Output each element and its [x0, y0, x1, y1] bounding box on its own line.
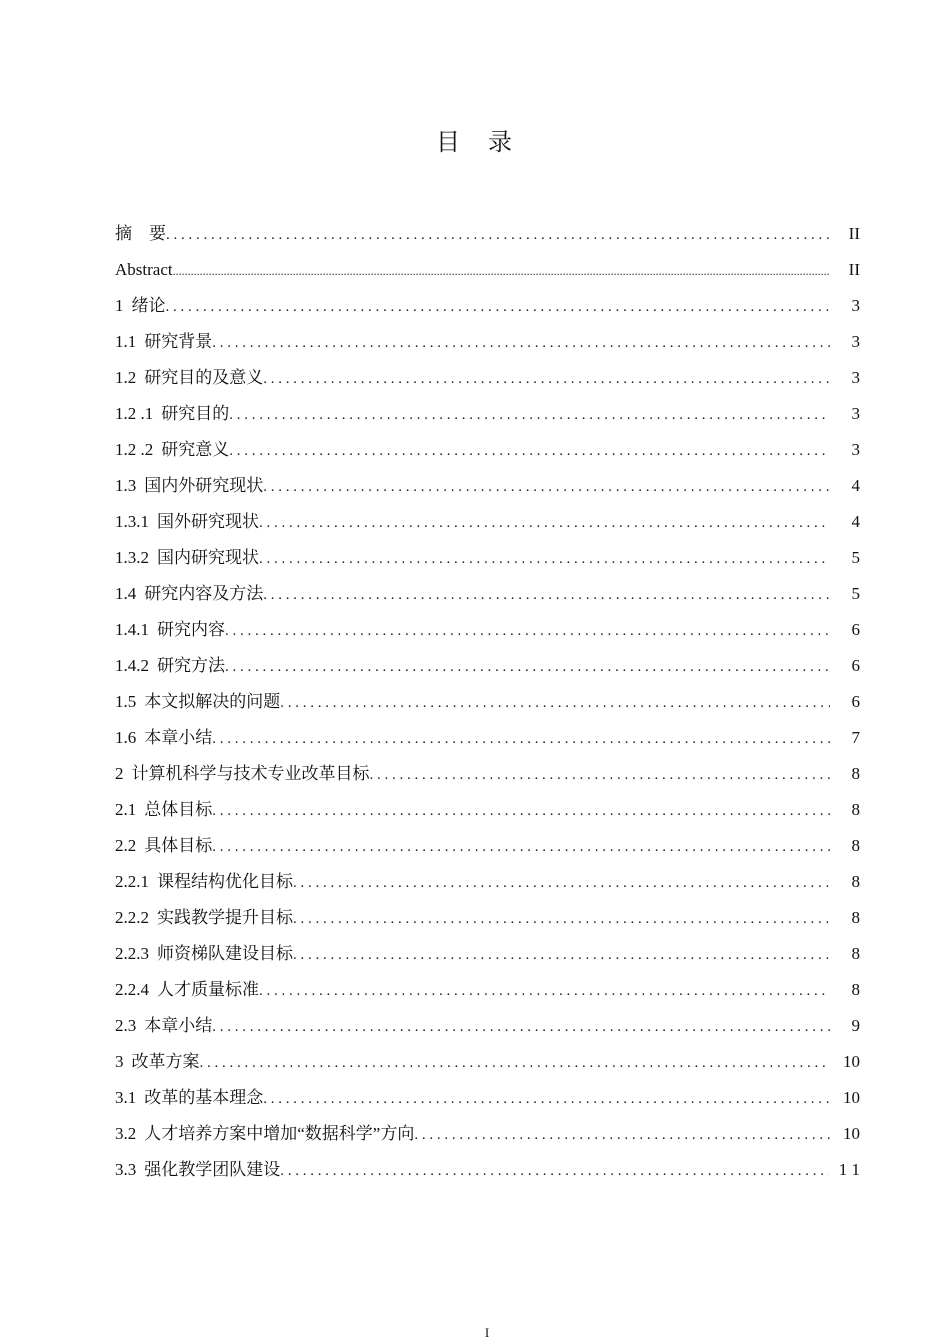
toc-entry-title: 摘 要: [115, 224, 166, 243]
toc-leader-dots: [225, 613, 830, 649]
toc-leader-dots: [259, 973, 830, 1009]
toc-entry-title: 强化教学团队建设: [144, 1160, 281, 1179]
toc-entry-page: 6: [851, 620, 860, 639]
toc-entry-number: 1.3.1: [115, 512, 149, 531]
toc-entry[interactable]: [115, 720, 860, 756]
toc-entry-page: 7: [851, 728, 860, 747]
toc-entry-number: 1: [115, 296, 124, 315]
toc-entry-title: 国内研究现状: [157, 548, 259, 567]
toc-entry-number: 3.2: [115, 1124, 137, 1143]
toc-entry-label: [115, 1008, 212, 1044]
toc-entry-page: II: [848, 224, 860, 243]
toc-entry-page: 8: [851, 764, 860, 783]
toc-entry-page: 8: [851, 836, 860, 855]
toc-entry-title: 本文拟解决的问题: [144, 692, 281, 711]
toc-entry-title: 国内外研究现状: [144, 476, 264, 495]
toc-entry-page: 3: [851, 440, 860, 459]
toc-entry-title: 研究意义: [161, 440, 230, 459]
toc-entry-page: 4: [851, 476, 860, 495]
toc-leader-dots: [293, 865, 830, 901]
toc-entry-label: [115, 936, 293, 972]
toc-entry[interactable]: [115, 756, 860, 792]
toc-entry[interactable]: [115, 1080, 860, 1116]
toc-entry-label: [115, 288, 166, 324]
toc-entry-title: 本章小结: [144, 1016, 213, 1035]
toc-entry-page: 6: [851, 656, 860, 675]
toc-leader-dots: [280, 685, 830, 721]
toc-entry[interactable]: [115, 504, 860, 540]
toc-leader-dots: [212, 793, 830, 829]
toc-entry-number: 1.4.2: [115, 656, 149, 675]
toc-entry-title: 研究内容及方法: [144, 584, 264, 603]
toc-entry-number: 3.1: [115, 1088, 137, 1107]
toc-entry-page: 4: [851, 512, 860, 531]
toc-entry-label: [115, 540, 259, 576]
toc-entry-label: [115, 1044, 200, 1080]
toc-entry-label: [115, 396, 229, 432]
toc-entry-label: [115, 864, 293, 900]
toc-entry-label: [115, 792, 212, 828]
toc-leader-dots: [166, 217, 830, 253]
toc-entry-page: 10: [843, 1088, 860, 1107]
toc-entry-title: 改革方案: [131, 1052, 200, 1071]
toc-entry[interactable]: [115, 612, 860, 648]
toc-leader-dots: [293, 901, 830, 937]
toc-leader-dots: [212, 1009, 830, 1045]
toc-entry-label: [115, 972, 259, 1008]
toc-entry-label: [115, 648, 225, 684]
toc-entry-number: 1.1: [115, 332, 137, 351]
toc-entry[interactable]: [115, 360, 860, 396]
toc-entry-title: 研究目的及意义: [144, 368, 264, 387]
toc-entry-title: 研究目的: [161, 404, 230, 423]
toc-entry-number: 2.2.2: [115, 908, 149, 927]
toc-entry-label: [115, 324, 212, 360]
toc-entry-label: [115, 612, 225, 648]
toc-entry[interactable]: [115, 684, 860, 720]
toc-entry-number: 1.2 .2: [115, 440, 154, 459]
toc-entry-label: [115, 216, 166, 252]
toc-entry[interactable]: [115, 792, 860, 828]
toc-entry[interactable]: [115, 540, 860, 576]
toc-entry[interactable]: [115, 288, 860, 324]
toc-entry[interactable]: [115, 828, 860, 864]
toc-entry-number: 2.2.1: [115, 872, 149, 891]
toc-entry[interactable]: [115, 1008, 860, 1044]
toc-entry-number: 1.6: [115, 728, 137, 747]
toc-entry-number: 2: [115, 764, 124, 783]
toc-leader-dots: [263, 577, 830, 613]
toc-entry[interactable]: [115, 468, 860, 504]
toc-entry-number: 1.4.1: [115, 620, 149, 639]
toc-entry-page: 8: [851, 944, 860, 963]
toc-entry-label: [115, 576, 263, 612]
toc-entry-page: 3: [851, 332, 860, 351]
toc-leader-dots: [212, 829, 830, 865]
toc-entry-number: 3: [115, 1052, 124, 1071]
toc-entry-label: [115, 432, 229, 468]
toc-leader-dots: [229, 397, 830, 433]
page-number-mark: I: [484, 1325, 490, 1340]
toc-leader-dots: [280, 1153, 829, 1189]
toc-entry-page: 10: [843, 1052, 860, 1071]
toc-entry[interactable]: [115, 936, 860, 972]
toc-entry-page: 3: [851, 368, 860, 387]
toc-entry-label: [115, 1080, 263, 1116]
toc-entry-page: 9: [851, 1016, 860, 1035]
toc-entry-page: 5: [851, 584, 860, 603]
toc-leader-dots: [173, 253, 830, 289]
toc-leader-dots: [263, 1081, 830, 1117]
toc-leader-dots: [293, 937, 830, 973]
toc-entry-number: 1.3.2: [115, 548, 149, 567]
toc-entry[interactable]: [115, 864, 860, 900]
toc-entry-label: [115, 360, 263, 396]
toc-entry-number: 1.2: [115, 368, 137, 387]
toc-entry-number: 2.2: [115, 836, 137, 855]
toc-entry-label: [115, 720, 212, 756]
toc-entry-page: 3: [851, 296, 860, 315]
toc-entry[interactable]: [115, 1044, 860, 1080]
toc-entry-title: Abstract: [115, 260, 173, 279]
toc-entry-label: [115, 252, 173, 288]
toc-entry-title: 人才质量标准: [157, 980, 259, 999]
toc-entry[interactable]: [115, 216, 860, 252]
toc-entry[interactable]: [115, 432, 860, 468]
toc-entry-label: [115, 1152, 280, 1188]
toc-entry-title: 总体目标: [144, 800, 213, 819]
toc-entry-page: 1 1: [838, 1160, 860, 1179]
toc-entry-number: 1.5: [115, 692, 137, 711]
toc-leader-dots: [212, 325, 830, 361]
toc-entry-title: 研究方法: [157, 656, 225, 675]
toc-entry-number: 1.4: [115, 584, 137, 603]
toc-entry-title: 研究背景: [144, 332, 213, 351]
toc-entry-title: 绪论: [131, 296, 166, 315]
toc-entry-number: 2.3: [115, 1016, 137, 1035]
toc-leader-dots: [229, 433, 830, 469]
toc-leader-dots: [414, 1117, 830, 1153]
toc-leader-dots: [212, 721, 830, 757]
toc-entry[interactable]: [115, 576, 860, 612]
toc-entry-number: 2.1: [115, 800, 137, 819]
toc-entry[interactable]: [115, 900, 860, 936]
toc-entry-title: 国外研究现状: [157, 512, 259, 531]
toc-entry-number: 2.2.4: [115, 980, 149, 999]
toc-leader-dots: [259, 505, 830, 541]
toc-entry-label: [115, 684, 280, 720]
toc-entry[interactable]: [115, 972, 860, 1008]
toc-leader-dots: [263, 469, 830, 505]
page-title: 目 录: [436, 128, 514, 156]
toc-leader-dots: [200, 1045, 831, 1081]
toc-entry-number: 3.3: [115, 1160, 137, 1179]
toc-entry[interactable]: [115, 648, 860, 684]
toc-entry-page: 3: [851, 404, 860, 423]
toc-entry[interactable]: [115, 252, 860, 288]
toc-entry[interactable]: [115, 324, 860, 360]
toc-entry-page: 8: [851, 908, 860, 927]
toc-entry-title: 改革的基本理念: [144, 1088, 264, 1107]
toc-entry-label: [115, 468, 263, 504]
toc-entry-page: 6: [851, 692, 860, 711]
toc-entry-page: 10: [843, 1124, 860, 1143]
toc-entry-label: [115, 828, 212, 864]
toc-entry-title: 本章小结: [144, 728, 213, 747]
toc-entry-number: 1.2 .1: [115, 404, 154, 423]
table-of-contents: [115, 216, 860, 1188]
toc-entry-label: [115, 1116, 414, 1152]
toc-leader-dots: [166, 289, 831, 325]
toc-leader-dots: [225, 649, 830, 685]
toc-entry-title: 人才培养方案中增加“数据科学”方向: [144, 1124, 415, 1143]
toc-entry-title: 研究内容: [157, 620, 225, 639]
toc-entry-title: 师资梯队建设目标: [157, 944, 293, 963]
toc-entry-page: 8: [851, 872, 860, 891]
toc-entry-label: [115, 756, 370, 792]
toc-entry-title: 具体目标: [144, 836, 213, 855]
toc-entry-page: II: [848, 260, 860, 279]
toc-entry-number: 2.2.3: [115, 944, 149, 963]
toc-entry-label: [115, 900, 293, 936]
toc-entry-number: 1.3: [115, 476, 137, 495]
toc-leader-dots: [370, 757, 831, 793]
toc-entry-title: 实践教学提升目标: [157, 908, 293, 927]
toc-entry-page: 8: [851, 980, 860, 999]
toc-entry-page: 5: [851, 548, 860, 567]
toc-entry[interactable]: [115, 1116, 860, 1152]
toc-leader-dots: [259, 541, 830, 577]
toc-entry-page: 8: [851, 800, 860, 819]
toc-leader-dots: [263, 361, 830, 397]
toc-entry-title: 课程结构优化目标: [157, 872, 293, 891]
toc-entry[interactable]: [115, 396, 860, 432]
toc-entry-label: [115, 504, 259, 540]
toc-entry[interactable]: [115, 1152, 860, 1188]
toc-entry-title: 计算机科学与技术专业改革目标: [131, 764, 370, 783]
